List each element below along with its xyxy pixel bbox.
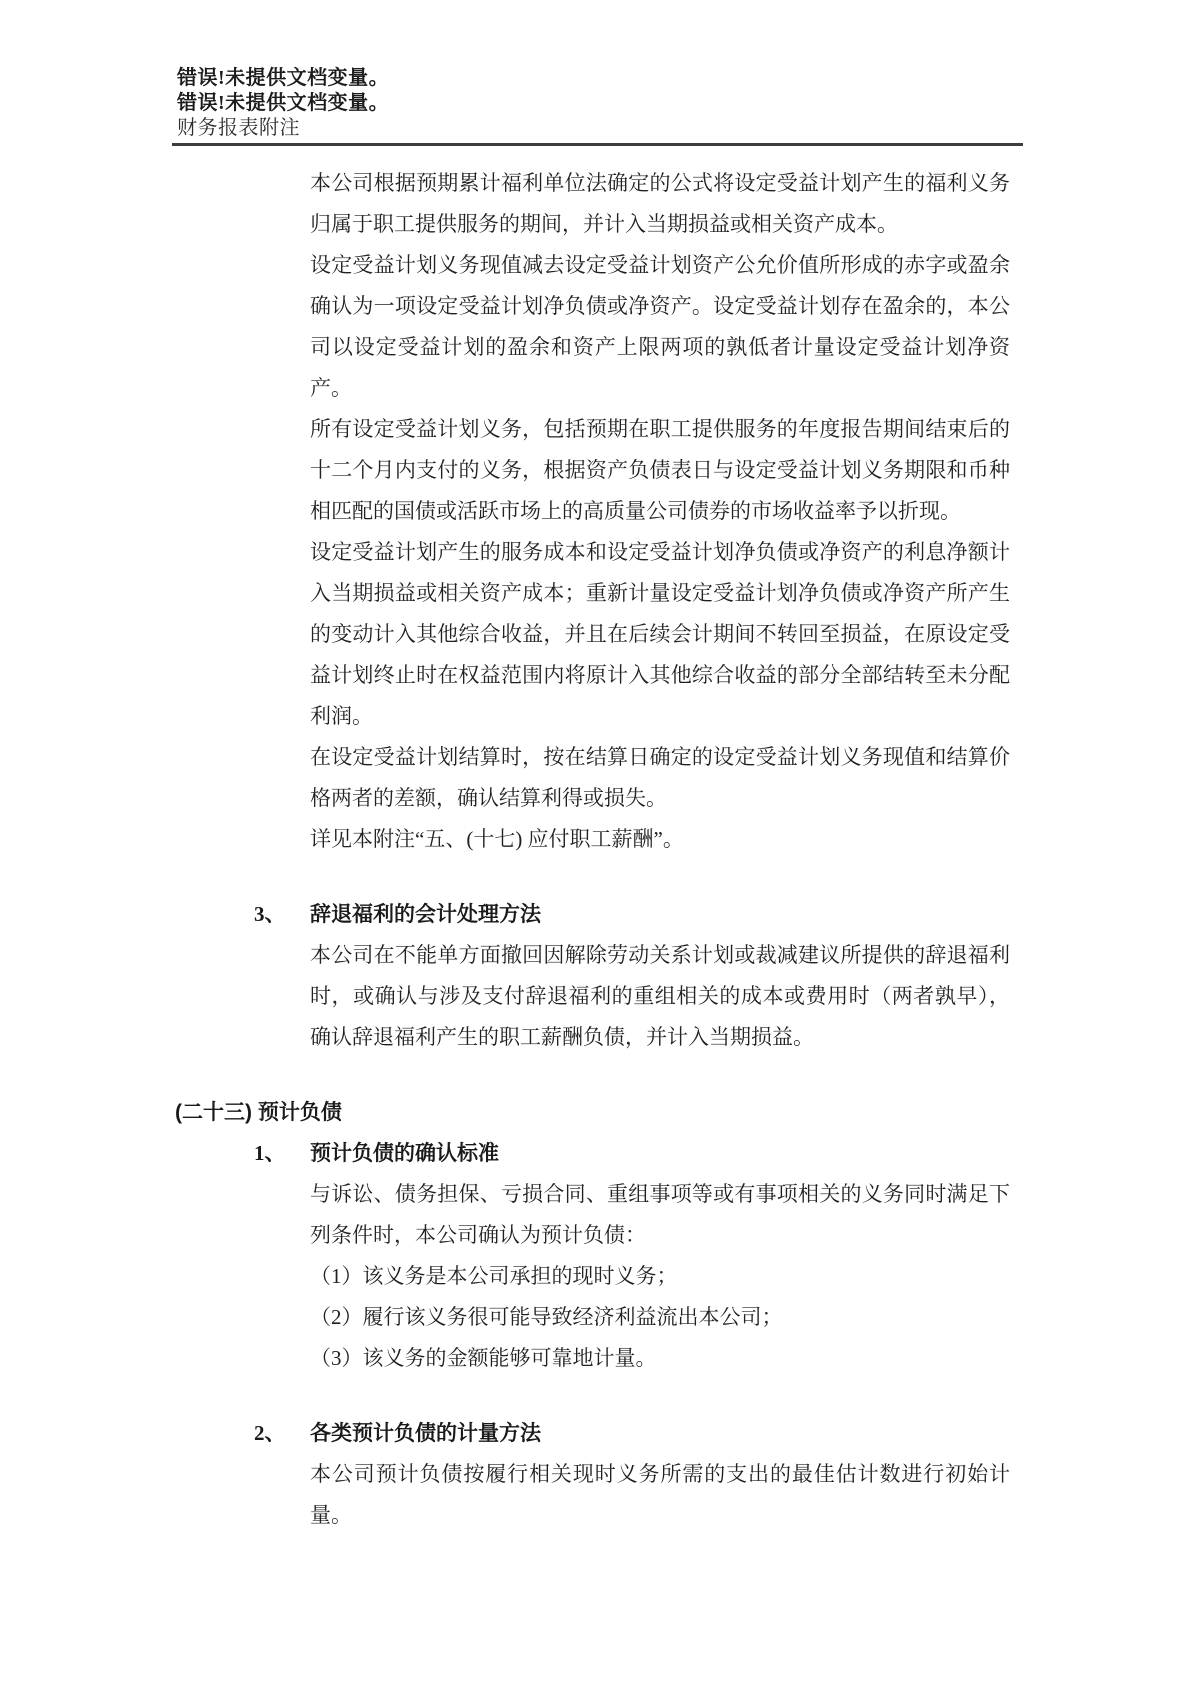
para-provision-conditions-intro: 与诉讼、债务担保、亏损合同、重组事项等或有事项相关的义务同时满足下列条件时，本公司确认为预计负债：	[310, 1182, 1010, 1247]
para-termination-benefits: 本公司在不能单方面撤回因解除劳动关系计划或裁减建议所提供的辞退福利时，或确认与涉及支付辞退福利的重组相关的成本或费用时（两者孰早），确认辞退福利产生的职工薪酬负债，并计入当期损益。	[310, 943, 1010, 1049]
heading-number: 3、	[254, 902, 286, 926]
heading-23-provisions: (二十三) 预计负债	[175, 1101, 342, 1124]
para-defined-benefit-discounting: 所有设定受益计划义务，包括预期在职工提供服务的年度报告期间结束后的十二个月内支付的义务，根据资产负债表日与设定受益计划义务期限和币种相匹配的国债或活跃市场上的高质量公司债券的市场收益率予以折现。	[310, 417, 1010, 523]
list-item-provision-condition-1: （1）该义务是本公司承担的现时义务；	[310, 1264, 678, 1288]
header-line-3: 财务报表附注	[177, 117, 300, 139]
para-provision-measurement: 本公司预计负债按履行相关现时义务所需的支出的最佳估计数进行初始计量。	[310, 1462, 1010, 1527]
heading-1-provision-recognition	[254, 1133, 1035, 1174]
para-defined-benefit-service-cost: 设定受益计划产生的服务成本和设定受益计划净负债或净资产的利息净额计入当期损益或相关资产成本；重新计量设定受益计划净负债或净资产所产生的变动计入其他综合收益，并且在后续会计期间不转回至损益，在原设定受益计划终止时在权益范围内将原计入其他综合收益的部分全部结转至未分配利润。	[310, 540, 1010, 728]
para-defined-benefit-settlement: 在设定受益计划结算时，按在结算日确定的设定受益计划义务现值和结算价格两者的差额，确认结算利得或损失。	[310, 745, 1010, 810]
heading-title: 各类预计负债的计量方法	[310, 1422, 541, 1445]
heading-number: 1、	[254, 1141, 286, 1165]
page-header	[177, 66, 389, 141]
para-defined-benefit-formula: 本公司根据预期累计福利单位法确定的公式将设定受益计划产生的福利义务归属于职工提供服务的期间，并计入当期损益或相关资产成本。	[310, 171, 1010, 236]
para-defined-benefit-net-liability: 设定受益计划义务现值减去设定受益计划资产公允价值所形成的赤字或盈余确认为一项设定受益计划净负债或净资产。设定受益计划存在盈余的，本公司以设定受益计划的盈余和资产上限两项的孰低者计量设定受益计划净资产。	[310, 253, 1010, 400]
heading-title: 辞退福利的会计处理方法	[310, 903, 541, 926]
header-divider-line	[172, 143, 1023, 146]
heading-3-termination-benefits	[254, 894, 1035, 935]
heading-title: 预计负债的确认标准	[310, 1142, 499, 1165]
para-see-note-reference: 详见本附注“五、(十七) 应付职工薪酬”。	[310, 827, 684, 851]
list-item-provision-condition-3: （3）该义务的金额能够可靠地计量。	[310, 1346, 657, 1370]
heading-number: 2、	[254, 1421, 286, 1445]
header-line-2: 错误!未提供文档变量。	[177, 92, 390, 114]
header-line-1: 错误!未提供文档变量。	[177, 67, 390, 89]
list-item-provision-condition-2: （2）履行该义务很可能导致经济利益流出本公司；	[310, 1305, 783, 1329]
heading-2-provision-measurement	[254, 1413, 1035, 1454]
document-body	[175, 163, 1035, 1536]
